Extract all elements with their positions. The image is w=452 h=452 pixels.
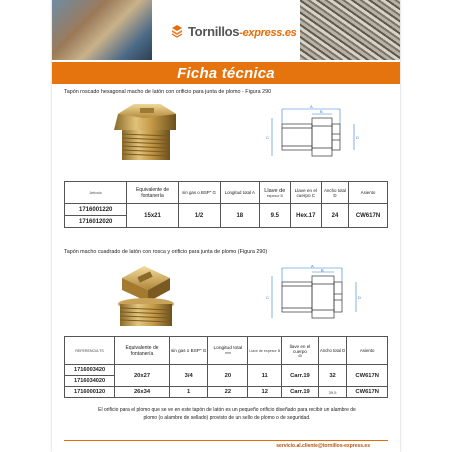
p2-col-art: REFERENCIA TS (65, 337, 115, 365)
p2-col-gas: sin gas o BSP" G (169, 337, 208, 365)
p2-material-2: CW617N (347, 387, 388, 398)
p2-col-width: Ancho total D (318, 337, 347, 365)
p2-equiv-1: 20x27 (115, 365, 170, 387)
dim2-label-d: D (358, 295, 361, 300)
p2-width-2: 39,5 (318, 387, 347, 398)
p2-length-1: 20 (208, 365, 248, 387)
p1-row-art-2: 1716012020 (65, 216, 127, 228)
p1-col-key: Llave de espesor B (260, 182, 291, 204)
p1-col-length: Longitud total A (220, 182, 260, 204)
brand-logo-icon (170, 24, 184, 38)
page-title: Ficha técnica (177, 64, 275, 82)
p2-key-body-2: Carr.19 (282, 387, 319, 398)
product2-photo (104, 262, 186, 334)
p2-row-art-2: 1716034020 (65, 376, 115, 387)
p1-material: CW617N (348, 204, 387, 228)
p2-row-art-3: 1716000120 (65, 387, 115, 398)
p2-length-2: 22 (208, 387, 248, 398)
p2-col-material: Asiento (347, 337, 388, 365)
dim2-label-b: B (321, 267, 324, 273)
p2-key-body-1: Carr.19 (282, 365, 319, 387)
p2-material-1: CW617N (347, 365, 388, 387)
p1-gas: 1/2 (178, 204, 220, 228)
p2-gas-1: 3/4 (169, 365, 208, 387)
p1-equiv: 15x21 (127, 204, 178, 228)
p2-col-equiv: Equivalente de fontanería (115, 337, 170, 365)
product1-description: Tapón roscado hexagonal macho de latón con orificio para junta de plomo - Figura 290 (64, 89, 272, 95)
p2-gas-2: 1 (169, 387, 208, 398)
footer-divider (64, 440, 388, 441)
datasheet-page (52, 0, 400, 452)
dim-label-a: A (310, 104, 313, 109)
p2-col-length: Longitud total mm (208, 337, 248, 365)
p2-key-1: 11 (248, 365, 282, 387)
p2-width-1: 32 (318, 365, 347, 387)
product2-spec-table (64, 336, 388, 398)
p1-col-equiv: Equivalente de fontanería (127, 182, 178, 204)
p1-length: 18 (220, 204, 260, 228)
p2-equiv-2: 26x34 (115, 387, 170, 398)
product2-description: Tapón macho cuadrado de latón con rosca y orificio para junta de plomo (Figura 290) (64, 249, 268, 255)
product1-photo (104, 100, 186, 170)
p2-key-2: 12 (248, 387, 282, 398)
p1-width: 24 (322, 204, 349, 228)
p1-row-art-1: 1716001220 (65, 204, 127, 216)
p1-col-material: Asiento (348, 182, 387, 204)
dim-label-c: C (266, 135, 269, 140)
dim2-label-a: A (311, 264, 314, 269)
header (52, 0, 400, 62)
dim-label-b: B (320, 109, 323, 114)
dim-label-d: D (356, 135, 359, 140)
product2-technical-drawing (232, 264, 372, 332)
p2-col-key: Llave de espesor B (248, 337, 282, 365)
p1-col-art: Artículo (65, 182, 127, 204)
product1-spec-table (64, 181, 388, 228)
p1-key: 9.5 (260, 204, 291, 228)
p2-row-art-1: 1716003420 (65, 365, 115, 376)
contact-email-link[interactable]: servicio.al.cliente@tornillos-express.es (276, 443, 370, 449)
header-photo-tools (52, 0, 152, 60)
brand-logo (170, 22, 296, 40)
p2-col-key-body: llave en el cuerpo 45 (282, 337, 319, 365)
p1-col-gas: sin gas o BSP" G (178, 182, 220, 204)
header-photo-screws (300, 0, 400, 60)
title-banner (52, 62, 400, 84)
dim2-label-c: C (266, 295, 269, 300)
product1-technical-drawing (232, 104, 372, 166)
footnote: El orificio para el plomo que se ve en este tapón de latón es un pequeño orificio diseñado para recibir un alambre de plomo (o alambre de sellado) provisto de un sello de plomo o de seguridad. (98, 407, 356, 421)
p1-key-body: Hex.17 (290, 204, 321, 228)
p1-col-width: Ancho total D (322, 182, 349, 204)
brand-name: Tornillos-express.es (188, 23, 297, 39)
p1-col-key-body: Llave en el cuerpo C (290, 182, 321, 204)
